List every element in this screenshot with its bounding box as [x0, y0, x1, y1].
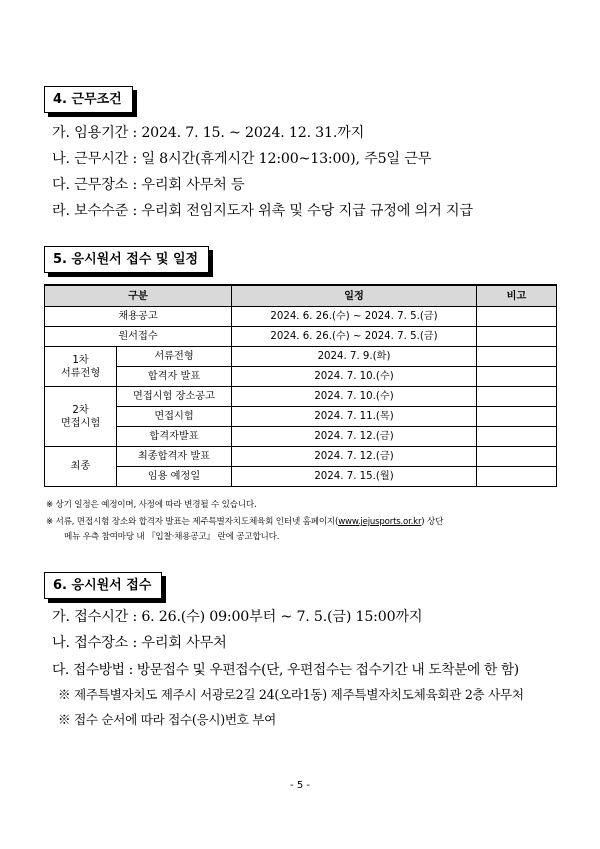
table-row — [45, 327, 557, 347]
note-2-suffix: ) 상단 — [421, 517, 444, 527]
section-5-title: 5. 응시원서 접수 및 일정 — [44, 246, 209, 273]
row-remark — [477, 467, 557, 487]
row-date: 2024. 7. 10.(수) — [232, 367, 477, 387]
row-label: 합격자 발표 — [117, 367, 232, 387]
row-label: 원서접수 — [45, 327, 232, 347]
schedule-table — [44, 284, 557, 487]
schedule-note-2 — [46, 515, 443, 529]
work-place-line: 다. 근무장소 : 우리회 사무처 등 — [52, 177, 245, 193]
row-remark — [477, 307, 557, 327]
table-row — [45, 427, 557, 447]
row-date: 2024. 7. 9.(화) — [232, 347, 477, 367]
work-hours-line: 나. 근무시간 : 일 8시간(휴게시간 12:00~13:00), 주5일 근무 — [52, 151, 432, 167]
row-remark — [477, 407, 557, 427]
group-label: 최종 — [45, 447, 117, 487]
table-row — [45, 407, 557, 427]
table-row — [45, 387, 557, 407]
row-date: 2024. 6. 26.(수) ~ 2024. 7. 5.(금) — [232, 327, 477, 347]
row-date: 2024. 7. 12.(금) — [232, 427, 477, 447]
row-label: 최종합격자 발표 — [117, 447, 232, 467]
group-label: 1차 서류전형 — [45, 347, 117, 387]
row-date: 2024. 7. 15.(월) — [232, 467, 477, 487]
header-schedule: 일정 — [232, 285, 477, 307]
schedule-note-2-cont: 메뉴 우측 참여마당 내 『입찰·채용공고』 란에 공고합니다. — [64, 532, 280, 542]
header-category: 구분 — [45, 285, 232, 307]
page-number: - 5 - — [290, 780, 310, 791]
homepage-link[interactable]: www.jejusports.or.kr — [338, 517, 422, 527]
receipt-method-line: 다. 접수방법 : 방문접수 및 우편접수(단, 우편접수는 접수기간 내 도착분에 한 함) — [52, 662, 519, 678]
order-note: ※ 접수 순서에 따라 접수(응시)번호 부여 — [58, 712, 277, 727]
table-row — [45, 467, 557, 487]
row-label: 채용공고 — [45, 307, 232, 327]
table-row — [45, 347, 557, 367]
section-4-title: 4. 근무조건 — [44, 86, 133, 113]
row-label: 합격자발표 — [117, 427, 232, 447]
note-2-prefix: ※ 서류, 면접시험 장소와 합격자 발표는 제주특별자치도체육회 인터넷 홈페이지( — [46, 517, 339, 527]
schedule-note-1: ※ 상기 일정은 예정이며, 사정에 따라 변경될 수 있습니다. — [46, 500, 257, 510]
row-date: 2024. 7. 12.(금) — [232, 447, 477, 467]
row-remark — [477, 347, 557, 367]
group-label: 2차 면접시험 — [45, 387, 117, 447]
row-label: 면접시험 장소공고 — [117, 387, 232, 407]
row-remark — [477, 327, 557, 347]
receipt-time-line: 가. 접수시간 : 6. 26.(수) 09:00부터 ~ 7. 5.(금) 15:00까지 — [52, 609, 423, 625]
row-remark — [477, 447, 557, 467]
row-date: 2024. 7. 10.(수) — [232, 387, 477, 407]
table-row — [45, 307, 557, 327]
receipt-place-line: 나. 접수장소 : 우리회 사무처 — [52, 635, 227, 651]
row-date: 2024. 7. 11.(목) — [232, 407, 477, 427]
work-period-line: 가. 임용기간 : 2024. 7. 15. ~ 2024. 12. 31.까지 — [52, 125, 365, 141]
row-date: 2024. 6. 26.(수) ~ 2024. 7. 5.(금) — [232, 307, 477, 327]
table-row — [45, 367, 557, 387]
pay-level-line: 라. 보수수준 : 우리회 전임지도자 위촉 및 수당 지급 규정에 의거 지급 — [52, 203, 473, 219]
row-remark — [477, 367, 557, 387]
row-label: 서류전형 — [117, 347, 232, 367]
header-remarks: 비고 — [477, 285, 557, 307]
row-label: 면접시험 — [117, 407, 232, 427]
table-header-row — [45, 285, 557, 307]
table-row — [45, 447, 557, 467]
section-6-title: 6. 응시원서 접수 — [44, 572, 162, 599]
row-remark — [477, 427, 557, 447]
row-label: 임용 예정일 — [117, 467, 232, 487]
row-remark — [477, 387, 557, 407]
address-note: ※ 제주특별자치도 제주시 서광로2길 24(오라1동) 제주특별자치도체육회관 2층 사무처 — [58, 687, 524, 702]
